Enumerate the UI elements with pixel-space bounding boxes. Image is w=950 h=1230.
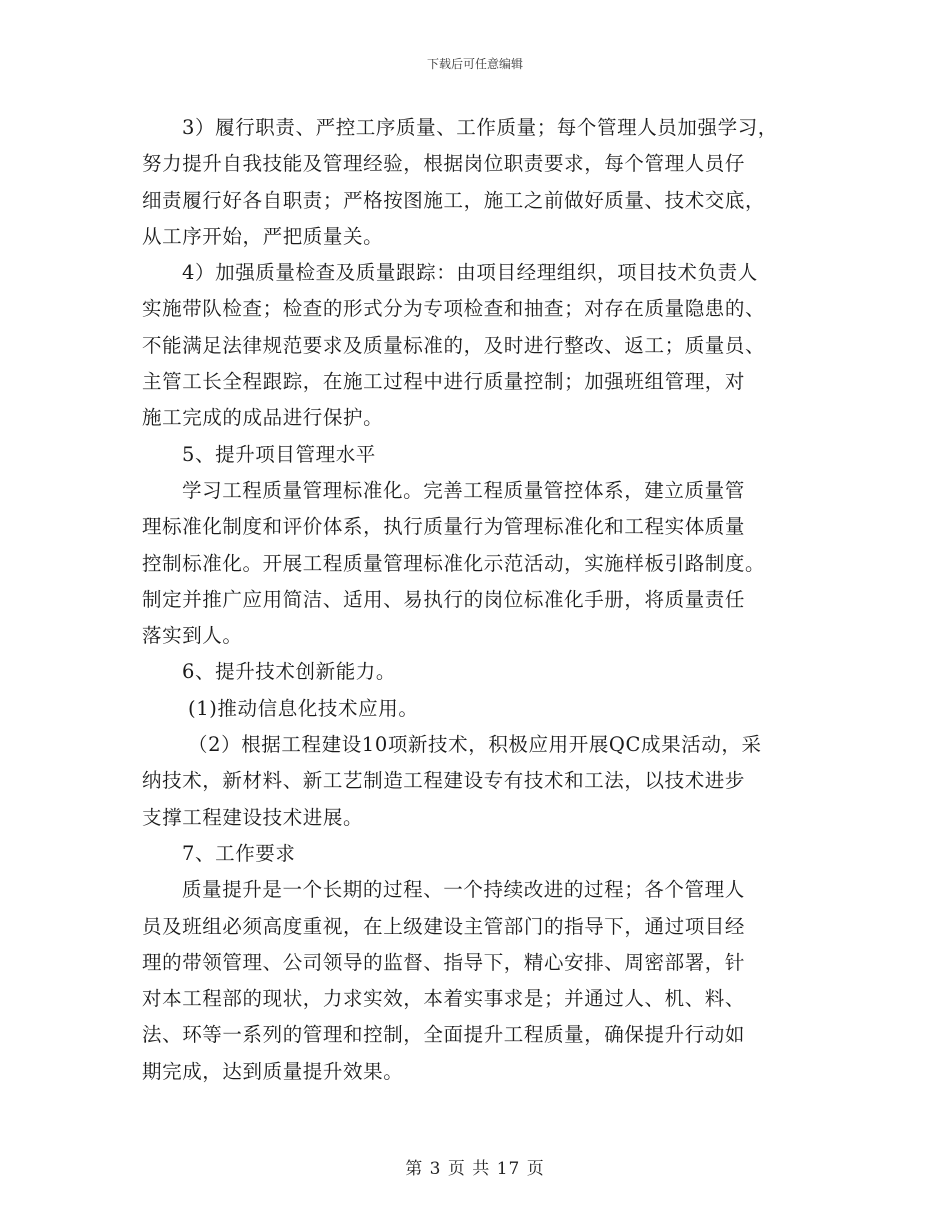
text-line: 7、工作要求 — [182, 841, 296, 865]
text-line: (1)推动信息化技术应用。 — [188, 696, 419, 720]
text-line: 质量提升是一个长期的过程、一个持续改进的过程；各个管理人 — [182, 878, 745, 902]
text-line: 期完成，达到质量提升效果。 — [142, 1059, 404, 1083]
text-line: 控制标准化。开展工程质量管理标准化示范活动，实施样板引路制度。 — [142, 551, 766, 575]
text-line: 制定并推广应用简洁、适用、易执行的岗位标准化手册，将质量责任 — [142, 587, 746, 611]
text-line: 实施带队检查；检查的形式分为专项检查和抽查；对存在质量隐患的、 — [142, 297, 766, 321]
text-line: 努力提升自我技能及管理经验，根据岗位职责要求，每个管理人员仔 — [142, 152, 746, 176]
paragraph — [142, 473, 814, 654]
text-line: 法、环等一系列的管理和控制，全面提升工程质量，确保提升行动如 — [142, 1023, 746, 1047]
text-line: 不能满足法律规范要求及质量标准的，及时进行整改、返工；质量员、 — [142, 333, 766, 357]
paragraph — [142, 872, 814, 1090]
text-line: 学习工程质量管理标准化。完善工程质量管控体系，建立质量管 — [182, 478, 745, 502]
text-line: 理的带领管理、公司领导的监督、指导下，精心安排、周密部署，针 — [142, 950, 746, 974]
text-line: 员及班组必须高度重视，在上级建设主管部门的指导下，通过项目经 — [142, 914, 746, 938]
paragraph — [142, 437, 814, 473]
text-line: 对本工程部的现状，力求实效，本着实事求是；并通过人、机、料、 — [142, 987, 746, 1011]
text-line: 5、提升项目管理水平 — [182, 442, 376, 466]
text-line: （2）根据工程建设10项新技术，积极应用开展QC成果活动，采 — [188, 733, 762, 757]
text-line: 理标准化制度和评价体系，执行质量行为管理标准化和工程实体质量 — [142, 515, 746, 539]
text-line: 6、提升技术创新能力。 — [182, 660, 397, 684]
document-body — [142, 110, 814, 1090]
text-line: 3）履行职责、严控工序质量、工作质量；每个管理人员加强学习， — [182, 116, 778, 139]
text-line: 从工序开始，严把质量关。 — [142, 224, 384, 248]
paragraph — [142, 255, 814, 436]
text-line: 落实到人。 — [142, 624, 243, 648]
paragraph — [142, 110, 814, 255]
paragraph — [142, 836, 814, 872]
page-header: 下载后可任意编辑 — [426, 57, 523, 71]
text-line: 主管工长全程跟踪，在施工过程中进行质量控制；加强班组管理，对 — [142, 370, 746, 394]
page-footer: 第 3 页 共 17 页 — [405, 1159, 545, 1179]
text-line: 纳技术，新材料、新工艺制造工程建设专有技术和工法，以技术进步 — [142, 769, 746, 793]
text-line: 施工完成的成品进行保护。 — [142, 406, 384, 430]
text-line: 细责履行好各自职责；严格按图施工，施工之前做好质量、技术交底， — [142, 188, 766, 212]
paragraph — [142, 691, 814, 727]
paragraph — [142, 654, 814, 690]
paragraph — [142, 727, 814, 836]
text-line: 支撑工程建设技术进展。 — [142, 805, 364, 829]
text-line: 4）加强质量检查及质量跟踪：由项目经理组织，项目技术负责人 — [182, 261, 758, 285]
